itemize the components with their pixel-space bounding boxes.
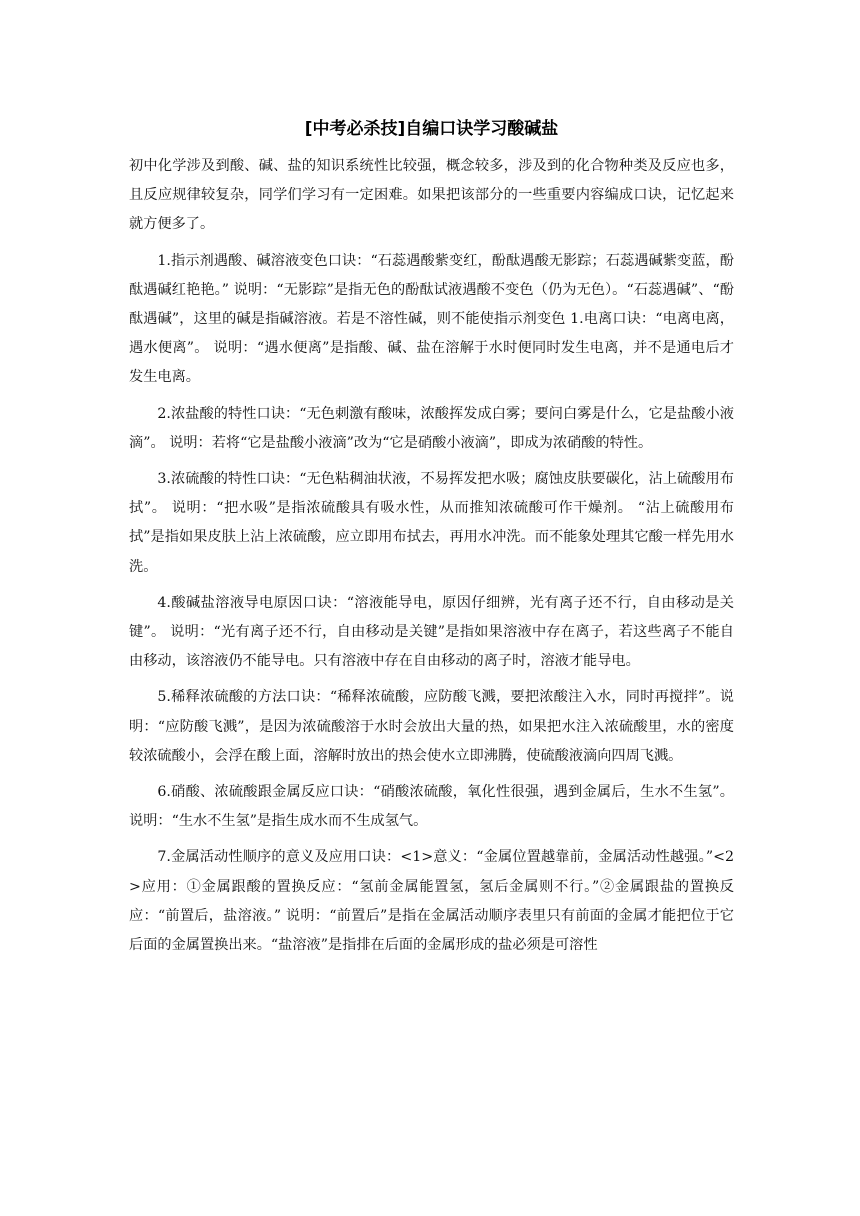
paragraph-conc-hydrochloric-acid: 2.浓盐酸的特性口诀：“无色刺激有酸味，浓酸挥发成白雾；要问白雾是什么，它是盐酸小液滴”。 说明：若将“它是盐酸小液滴”改为“它是硝酸小液滴”，即成为浓硝酸的特性。 bbox=[129, 405, 734, 451]
paragraph-indicator-color: 1.指示剂遇酸、碱溶液变色口诀：“石蕊遇酸紫变红，酚酞遇酸无影踪；石蕊遇碱紫变蓝，酚酞遇碱红艳艳。” 说明：“无影踪”是指无色的酚酞试液遇酸不变色（仍为无色）。“石蕊遇碱”、“酚酞遇碱”，这里的碱是指碱溶液。若是不溶性碱，则不能使指示剂变色 1.电离口诀：“电离电离，遇水便离”。 说明：“遇水便离”是指酸、碱、盐在溶解于水时便同时发生电离，并不是通电后才发生电离。 bbox=[129, 252, 734, 386]
paragraph-activity-series: 7.金属活动性顺序的意义及应用口诀：<1>意义：“金属位置越靠前，金属活动性越强。”<2>应用：①金属跟酸的置换反应：“氢前金属能置氢，氢后金属则不行。”②金属跟盐的置换反应：“前置后，盐溶液。” 说明：“前置后”是指在金属活动顺序表里只有前面的金属才能把位于它后面的金属置换出来。“盐溶液”是指排在后面的金属形成的盐必须是可溶性 bbox=[129, 849, 734, 954]
paragraph-nitric-acid-metals: 6.硝酸、浓硫酸跟金属反应口诀：“硝酸浓硫酸，氧化性很强，遇到金属后，生水不生氢”。 说明：“生水不生氢”是指生成水而不生成氢气。 bbox=[129, 784, 734, 830]
paragraph-conc-sulfuric-acid: 3.浓硫酸的特性口诀：“无色粘稠油状液，不易挥发把水吸；腐蚀皮肤要碳化，沾上硫酸用布拭”。 说明：“把水吸”是指浓硫酸具有吸水性，从而推知浓硫酸可作干燥剂。 “沾上硫酸用布拭”是指如果皮肤上沾上浓硫酸，应立即用布拭去，再用水冲洗。而不能象处理其它酸一样先用水洗。 bbox=[129, 471, 734, 575]
document-title: [中考必杀技]自编口诀学习酸碱盐 bbox=[304, 119, 559, 139]
paragraph-conductivity: 4.酸碱盐溶液导电原因口诀：“溶液能导电，原因仔细辨，光有离子还不行，自由移动是关键”。 说明：“光有离子还不行，自由移动是关键”是指如果溶液中存在离子，若这些离子不能自由移动，该溶液仍不能导电。只有溶液中存在自由移动的离子时，溶液才能导电。 bbox=[129, 594, 734, 670]
document-body bbox=[129, 152, 734, 967]
intro-paragraph: 初中化学涉及到酸、碱、盐的知识系统性比较强，概念较多，涉及到的化合物种类及反应也多，且反应规律较复杂，同学们学习有一定困难。如果把该部分的一些重要内容编成口诀，记忆起来就方便多了。 bbox=[129, 158, 734, 233]
paragraph-dilution: 5.稀释浓硫酸的方法口诀：“稀释浓硫酸，应防酸飞溅，要把浓酸注入水，同时再搅拌”。说明：“应防酸飞溅”，是因为浓硫酸溶于水时会放出大量的热，如果把水注入浓硫酸里，水的密度较浓硫酸小，会浮在酸上面，溶解时放出的热会使水立即沸腾，使硫酸液滴向四周飞溅。 bbox=[129, 689, 734, 764]
